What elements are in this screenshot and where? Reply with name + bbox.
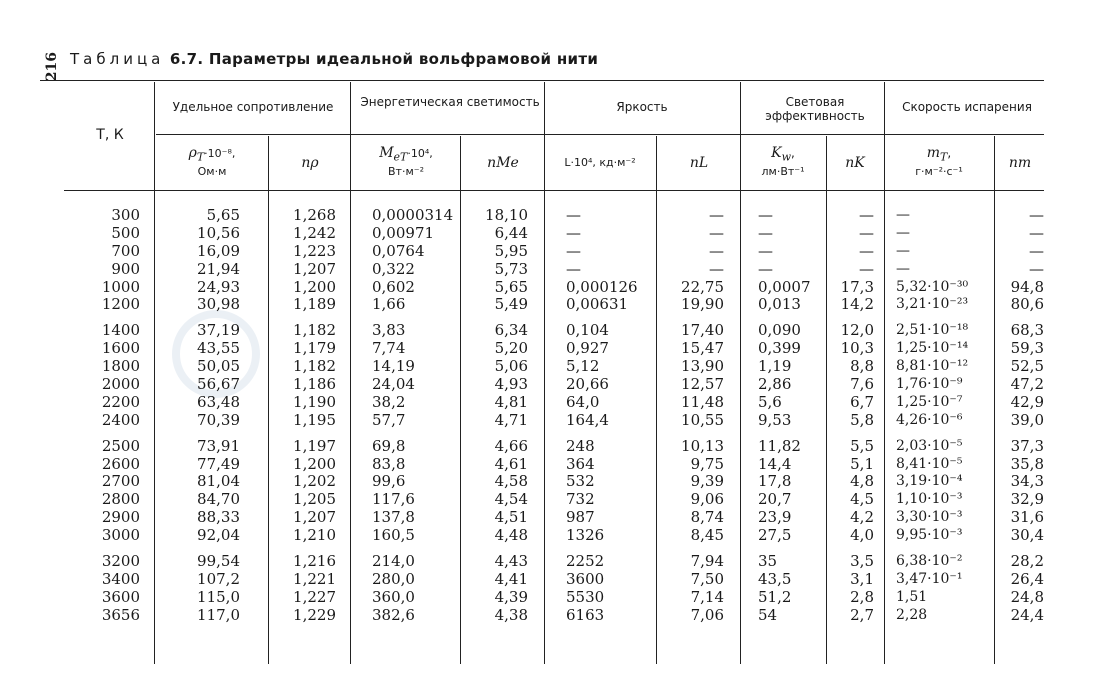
header-brightness: Яркость	[616, 100, 668, 114]
table-cell-n-m: 30,4	[1010, 526, 1044, 545]
table-cell-T: 3200	[101, 552, 140, 571]
table-cell-rho: 63,48	[197, 392, 240, 411]
table-cell-n-l: —	[709, 206, 724, 224]
table-cell-rho: 88,33	[197, 508, 240, 527]
table-cell-me: 69,8	[372, 436, 406, 455]
table-cell-k: 5,6	[758, 392, 782, 411]
column-temperature	[70, 207, 140, 625]
column-n-k	[828, 207, 874, 625]
table-cell-T: 2500	[101, 436, 140, 455]
table-cell-m: 2,51·10⁻¹⁸	[896, 322, 969, 339]
table-cell-n-me: 4,43	[494, 552, 528, 571]
table-cell-n-k: 10,3	[840, 339, 874, 358]
table-cell-rho: 115,0	[197, 587, 240, 606]
table-cell-n-m: 24,8	[1010, 587, 1044, 606]
table-cell-rho: 92,04	[197, 526, 240, 545]
table-cell-m: —	[896, 260, 910, 277]
table-cell-n-k: 4,0	[850, 526, 874, 545]
table-cell-me: 99,6	[372, 472, 406, 491]
header-n-m: nm	[1008, 155, 1032, 171]
header-n-rho: nρ	[301, 155, 319, 171]
header-divider-rule	[156, 134, 1044, 135]
table-cell-n-k: 4,5	[850, 490, 874, 509]
table-top-rule	[40, 80, 1044, 81]
col-divider-m	[994, 136, 995, 664]
table-cell-n-m: 35,8	[1010, 454, 1044, 473]
table-cell-n-me: 4,41	[494, 569, 528, 588]
table-cell-n-m: 80,6	[1010, 295, 1044, 314]
table-cell-l: 0,927	[566, 339, 609, 358]
table-cell-n-rho: 1,268	[293, 206, 336, 224]
table-cell-k: 1,19	[758, 357, 792, 376]
table-cell-T: 1600	[101, 339, 140, 358]
table-cell-rho: 24,93	[197, 277, 240, 296]
table-cell-m: 6,38·10⁻²	[896, 553, 963, 570]
table-cell-T: 3656	[101, 605, 140, 624]
table-cell-n-rho: 1,223	[293, 241, 336, 260]
table-cell-n-k: 12,0	[840, 321, 874, 340]
table-cell-n-me: 4,38	[494, 605, 528, 624]
table-cell-k: 0,013	[758, 295, 801, 314]
table-cell-m: 8,81·10⁻¹²	[896, 358, 969, 375]
table-cell-n-l: 22,75	[681, 277, 724, 296]
table-cell-n-rho: 1,229	[293, 605, 336, 624]
table-cell-m: 1,25·10⁻⁷	[896, 393, 963, 410]
table-cell-n-l: —	[709, 223, 724, 242]
table-cell-me: 38,2	[372, 392, 406, 411]
header-m: $m_T$, г·м⁻²·с⁻¹	[915, 145, 963, 179]
table-cell-n-l: 9,06	[690, 490, 724, 509]
column-n-m	[998, 207, 1044, 625]
group-gap	[896, 430, 992, 438]
table-cell-n-me: 6,34	[494, 321, 528, 340]
table-cell-n-k: 6,7	[850, 392, 874, 411]
col-divider-me	[460, 136, 461, 664]
table-cell-rho: 117,0	[197, 605, 240, 624]
table-cell-me: 280,0	[372, 569, 415, 588]
header-kw: $K_w$, лм·Вт⁻¹	[761, 145, 805, 179]
table-cell-n-m: 94,8	[1010, 277, 1044, 296]
header-n-me: nMe	[487, 155, 519, 171]
table-cell-k: 0,0007	[758, 277, 811, 296]
table-cell-l: 0,104	[566, 321, 609, 340]
table-cell-n-m: 47,2	[1010, 375, 1044, 394]
table-cell-T: 2400	[101, 410, 140, 429]
table-cell-n-m: 68,3	[1010, 321, 1044, 340]
table-cell-me: 57,7	[372, 410, 406, 429]
table-cell-T: 900	[111, 259, 140, 278]
table-cell-rho: 50,05	[197, 357, 240, 376]
table-cell-n-k: 2,7	[850, 605, 874, 624]
table-cell-n-rho: 1,210	[293, 526, 336, 545]
table-cell-n-k: 4,2	[850, 508, 874, 527]
table-cell-rho: 10,56	[197, 223, 240, 242]
table-cell-n-l: 10,55	[681, 410, 724, 429]
table-cell-k: 14,4	[758, 454, 792, 473]
table-cell-l: 0,00631	[566, 295, 629, 314]
table-cell-m: 8,41·10⁻⁵	[896, 455, 963, 472]
table-cell-l: —	[566, 223, 581, 242]
table-cell-rho: 43,55	[197, 339, 240, 358]
table-cell-m: 9,95·10⁻³	[896, 527, 963, 544]
table-cell-l: 2252	[566, 552, 605, 571]
table-cell-n-k: 8,8	[850, 357, 874, 376]
table-cell-n-m: 59,3	[1010, 339, 1044, 358]
table-cell-n-me: 4,51	[494, 508, 528, 527]
table-cell-rho: 73,91	[197, 436, 240, 455]
table-cell-n-me: 4,66	[494, 436, 528, 455]
table-cell-k: 27,5	[758, 526, 792, 545]
col-divider-l	[656, 136, 657, 664]
page-number: 216	[44, 52, 60, 82]
table-cell-n-l: 19,90	[681, 295, 724, 314]
table-cell-m: 5,32·10⁻³⁰	[896, 278, 969, 295]
table-cell-T: 3600	[101, 587, 140, 606]
table-cell-n-k: 14,2	[840, 295, 874, 314]
table-cell-n-l: 13,90	[681, 357, 724, 376]
table-cell-T: 1000	[101, 277, 140, 296]
table-cell-me: 117,6	[372, 490, 415, 509]
table-cell-n-l: 8,74	[690, 508, 724, 527]
column-n-rho	[272, 207, 336, 625]
table-cell-l: 364	[566, 454, 595, 473]
table-cell-me: 360,0	[372, 587, 415, 606]
table-cell-T: 1200	[101, 295, 140, 314]
table-cell-n-l: —	[709, 259, 724, 278]
header-resistivity: Удельное сопротивление	[172, 100, 334, 114]
table-cell-l: 5,12	[566, 357, 600, 376]
table-cell-m: 1,76·10⁻⁹	[896, 376, 963, 393]
table-cell-n-rho: 1,207	[293, 508, 336, 527]
table-cell-me: 3,83	[372, 321, 406, 340]
table-cell-n-m: —	[1029, 223, 1044, 242]
table-cell-n-rho: 1,200	[293, 277, 336, 296]
table-cell-n-k: —	[859, 259, 874, 278]
header-t: T, К	[96, 127, 124, 143]
table-cell-me: 7,74	[372, 339, 406, 358]
table-cell-k: —	[758, 223, 773, 242]
table-cell-n-l: 7,50	[690, 569, 724, 588]
table-cell-l: 164,4	[566, 410, 609, 429]
table-cell-rho: 77,49	[197, 454, 240, 473]
table-cell-T: 3400	[101, 569, 140, 588]
table-cell-me: 83,8	[372, 454, 406, 473]
column-n-me	[464, 207, 528, 625]
column-emittance	[372, 207, 458, 625]
header-evaporation: Скорость испарения	[902, 100, 1032, 114]
table-cell-m: —	[896, 242, 910, 259]
table-cell-k: 9,53	[758, 410, 792, 429]
table-cell-n-m: 37,3	[1010, 436, 1044, 455]
table-cell-me: 0,0000314	[372, 206, 454, 224]
table-cell-k: 2,86	[758, 375, 792, 394]
table-cell-rho: 21,94	[197, 259, 240, 278]
table-cell-n-me: 5,73	[494, 259, 528, 278]
table-cell-rho: 107,2	[197, 569, 240, 588]
table-cell-l: —	[566, 259, 581, 278]
table-cell-l: 987	[566, 508, 595, 527]
table-cell-n-l: —	[709, 241, 724, 260]
table-cell-n-l: 10,13	[681, 436, 724, 455]
table-cell-n-me: 4,81	[494, 392, 528, 411]
table-cell-me: 160,5	[372, 526, 415, 545]
table-cell-m: 1,51	[896, 588, 928, 605]
table-cell-n-rho: 1,182	[293, 321, 336, 340]
table-cell-m: 3,30·10⁻³	[896, 509, 963, 526]
table-cell-n-l: 7,94	[690, 552, 724, 571]
table-cell-me: 137,8	[372, 508, 415, 527]
table-cell-n-l: 17,40	[681, 321, 724, 340]
table-cell-m: 3,19·10⁻⁴	[896, 473, 963, 490]
table-cell-n-m: 26,4	[1010, 569, 1044, 588]
table-cell-n-rho: 1,200	[293, 454, 336, 473]
table-cell-l: 6163	[566, 605, 605, 624]
table-cell-l: 1326	[566, 526, 605, 545]
column-brightness	[566, 207, 654, 625]
column-evaporation	[896, 207, 992, 625]
table-cell-n-l: 7,06	[690, 605, 724, 624]
table-cell-me: 14,19	[372, 357, 415, 376]
table-cell-n-rho: 1,242	[293, 223, 336, 242]
table-title-prefix: Таблица	[70, 50, 165, 68]
col-divider-emit	[544, 82, 545, 664]
table-title-text: 6.7. Параметры идеальной вольфрамовой нити	[169, 50, 599, 68]
table-cell-n-l: 7,14	[690, 587, 724, 606]
table-cell-m: —	[896, 207, 910, 223]
header-l: L·10⁴, кд·м⁻²	[564, 156, 636, 169]
table-cell-n-me: 6,44	[494, 223, 528, 242]
table-cell-me: 0,00971	[372, 223, 435, 242]
table-cell-k: —	[758, 241, 773, 260]
table-cell-n-me: 4,54	[494, 490, 528, 509]
table-cell-m: 3,21·10⁻²³	[896, 296, 969, 313]
table-cell-rho: 99,54	[197, 552, 240, 571]
table-cell-l: —	[566, 206, 581, 224]
table-cell-n-m: 39,0	[1010, 410, 1044, 429]
table-cell-n-m: —	[1029, 241, 1044, 260]
table-cell-n-l: 11,48	[681, 392, 724, 411]
table-cell-me: 0,0764	[372, 241, 425, 260]
table-cell-T: 2000	[101, 375, 140, 394]
table-cell-me: 1,66	[372, 295, 406, 314]
table-cell-me: 0,602	[372, 277, 415, 296]
table-cell-k: 11,82	[758, 436, 801, 455]
table-cell-n-m: 24,4	[1010, 605, 1044, 624]
table-cell-T: 1800	[101, 357, 140, 376]
col-divider-eff	[884, 82, 885, 664]
table-cell-k: 0,399	[758, 339, 801, 358]
table-cell-n-rho: 1,190	[293, 392, 336, 411]
table-cell-l: 64,0	[566, 392, 600, 411]
table-cell-n-me: 18,10	[485, 206, 528, 224]
table-cell-n-m: 52,5	[1010, 357, 1044, 376]
table-cell-k: —	[758, 206, 773, 224]
table-cell-n-k: —	[859, 206, 874, 224]
table-cell-n-rho: 1,189	[293, 295, 336, 314]
table-cell-T: 3000	[101, 526, 140, 545]
table-cell-n-rho: 1,186	[293, 375, 336, 394]
table-cell-n-l: 8,45	[690, 526, 724, 545]
col-divider-t	[154, 82, 155, 664]
table-cell-k: 17,8	[758, 472, 792, 491]
table-cell-n-k: 5,5	[850, 436, 874, 455]
table-cell-T: 2800	[101, 490, 140, 509]
table-cell-n-l: 9,75	[690, 454, 724, 473]
table-cell-n-m: 31,6	[1010, 508, 1044, 527]
table-cell-n-me: 5,65	[494, 277, 528, 296]
table-cell-k: —	[758, 259, 773, 278]
col-divider-k	[826, 136, 827, 664]
header-n-l: nL	[689, 155, 709, 171]
table-cell-me: 214,0	[372, 552, 415, 571]
table-cell-me: 382,6	[372, 605, 415, 624]
table-cell-rho: 70,39	[197, 410, 240, 429]
table-cell-n-me: 4,48	[494, 526, 528, 545]
group-gap	[896, 545, 992, 553]
table-cell-n-rho: 1,207	[293, 259, 336, 278]
table-cell-n-me: 4,93	[494, 375, 528, 394]
table-cell-n-l: 12,57	[681, 375, 724, 394]
table-cell-k: 51,2	[758, 587, 792, 606]
table-cell-l: 0,000126	[566, 277, 638, 296]
table-cell-n-k: 3,5	[850, 552, 874, 571]
table-cell-n-me: 5,95	[494, 241, 528, 260]
table-cell-n-rho: 1,216	[293, 552, 336, 571]
table-cell-m: 2,03·10⁻⁵	[896, 437, 963, 454]
table-cell-n-me: 4,71	[494, 410, 528, 429]
table-cell-l: 5530	[566, 587, 605, 606]
table-cell-n-me: 4,61	[494, 454, 528, 473]
column-resistivity	[160, 207, 240, 625]
col-divider-bright	[740, 82, 741, 664]
header-me: $M_{eT}\cdot 10^4$, Вт·м⁻²	[379, 145, 433, 179]
table-cell-rho: 16,09	[197, 241, 240, 260]
table-cell-T: 2900	[101, 508, 140, 527]
table-cell-T: 2600	[101, 454, 140, 473]
table-cell-n-k: 7,6	[850, 375, 874, 394]
table-cell-n-rho: 1,197	[293, 436, 336, 455]
col-divider-rho	[268, 136, 269, 664]
table-cell-rho: 84,70	[197, 490, 240, 509]
table-cell-m: 4,26·10⁻⁶	[896, 411, 963, 428]
table-cell-n-rho: 1,221	[293, 569, 336, 588]
table-cell-k: 54	[758, 605, 778, 624]
table-cell-l: 532	[566, 472, 595, 491]
table-cell-n-k: 17,3	[840, 277, 874, 296]
table-cell-rho: 5,65	[206, 206, 240, 224]
table-cell-n-k: 2,8	[850, 587, 874, 606]
table-cell-l: 732	[566, 490, 595, 509]
table-title	[70, 50, 598, 68]
header-rho: $\rho_T\cdot 10^{-8}$, Ом·м	[188, 145, 236, 179]
column-n-l	[660, 207, 724, 625]
table-cell-n-m: 42,9	[1010, 392, 1044, 411]
table-cell-m: 2,28	[896, 606, 928, 623]
header-emittance: Энергетическая светимость	[360, 95, 540, 109]
table-cell-n-m: 28,2	[1010, 552, 1044, 571]
table-cell-n-k: —	[859, 241, 874, 260]
table-cell-m: 3,47·10⁻¹	[896, 570, 963, 587]
table-cell-n-rho: 1,227	[293, 587, 336, 606]
table-cell-n-me: 5,20	[494, 339, 528, 358]
table-cell-l: 20,66	[566, 375, 609, 394]
table-cell-m: —	[896, 224, 910, 241]
table-cell-m: 1,25·10⁻¹⁴	[896, 340, 969, 357]
table-cell-k: 20,7	[758, 490, 792, 509]
table-cell-me: 0,322	[372, 259, 415, 278]
table-cell-T: 2200	[101, 392, 140, 411]
table-cell-n-rho: 1,202	[293, 472, 336, 491]
table-cell-n-me: 4,58	[494, 472, 528, 491]
table-cell-me: 24,04	[372, 375, 415, 394]
table-cell-k: 43,5	[758, 569, 792, 588]
table-cell-l: 3600	[566, 569, 605, 588]
col-divider-resist	[350, 82, 351, 664]
header-bottom-rule	[64, 190, 1044, 191]
table-cell-rho: 81,04	[197, 472, 240, 491]
table-cell-rho: 30,98	[197, 295, 240, 314]
group-gap	[896, 314, 992, 322]
table-cell-n-k: 3,1	[850, 569, 874, 588]
table-cell-n-m: 32,9	[1010, 490, 1044, 509]
table-cell-n-rho: 1,179	[293, 339, 336, 358]
column-efficacy	[758, 207, 824, 625]
table-cell-n-k: 4,8	[850, 472, 874, 491]
table-cell-n-m: —	[1029, 206, 1044, 224]
table-cell-l: —	[566, 241, 581, 260]
table-cell-T: 300	[111, 206, 140, 224]
table-cell-n-k: 5,1	[850, 454, 874, 473]
table-cell-T: 500	[111, 223, 140, 242]
table-cell-n-m: —	[1029, 259, 1044, 278]
table-cell-T: 700	[111, 241, 140, 260]
table-cell-n-me: 4,39	[494, 587, 528, 606]
table-cell-n-me: 5,49	[494, 295, 528, 314]
table-cell-l: 248	[566, 436, 595, 455]
table-cell-n-m: 34,3	[1010, 472, 1044, 491]
table-cell-T: 2700	[101, 472, 140, 491]
table-cell-n-k: 5,8	[850, 410, 874, 429]
table-cell-T: 1400	[101, 321, 140, 340]
table-cell-n-rho: 1,195	[293, 410, 336, 429]
table-cell-rho: 37,19	[197, 321, 240, 340]
table-cell-k: 23,9	[758, 508, 792, 527]
table-cell-n-rho: 1,205	[293, 490, 336, 509]
header-n-k: nK	[845, 155, 865, 171]
table-cell-m: 1,10·10⁻³	[896, 491, 963, 508]
table-cell-k: 35	[758, 552, 778, 571]
table-cell-k: 0,090	[758, 321, 801, 340]
header-efficacy: Световая эффективность	[765, 95, 865, 123]
table-cell-n-me: 5,06	[494, 357, 528, 376]
table-cell-n-k: —	[859, 223, 874, 242]
table-cell-rho: 56,67	[197, 375, 240, 394]
table-cell-n-l: 9,39	[690, 472, 724, 491]
table-cell-n-l: 15,47	[681, 339, 724, 358]
table-cell-n-rho: 1,182	[293, 357, 336, 376]
